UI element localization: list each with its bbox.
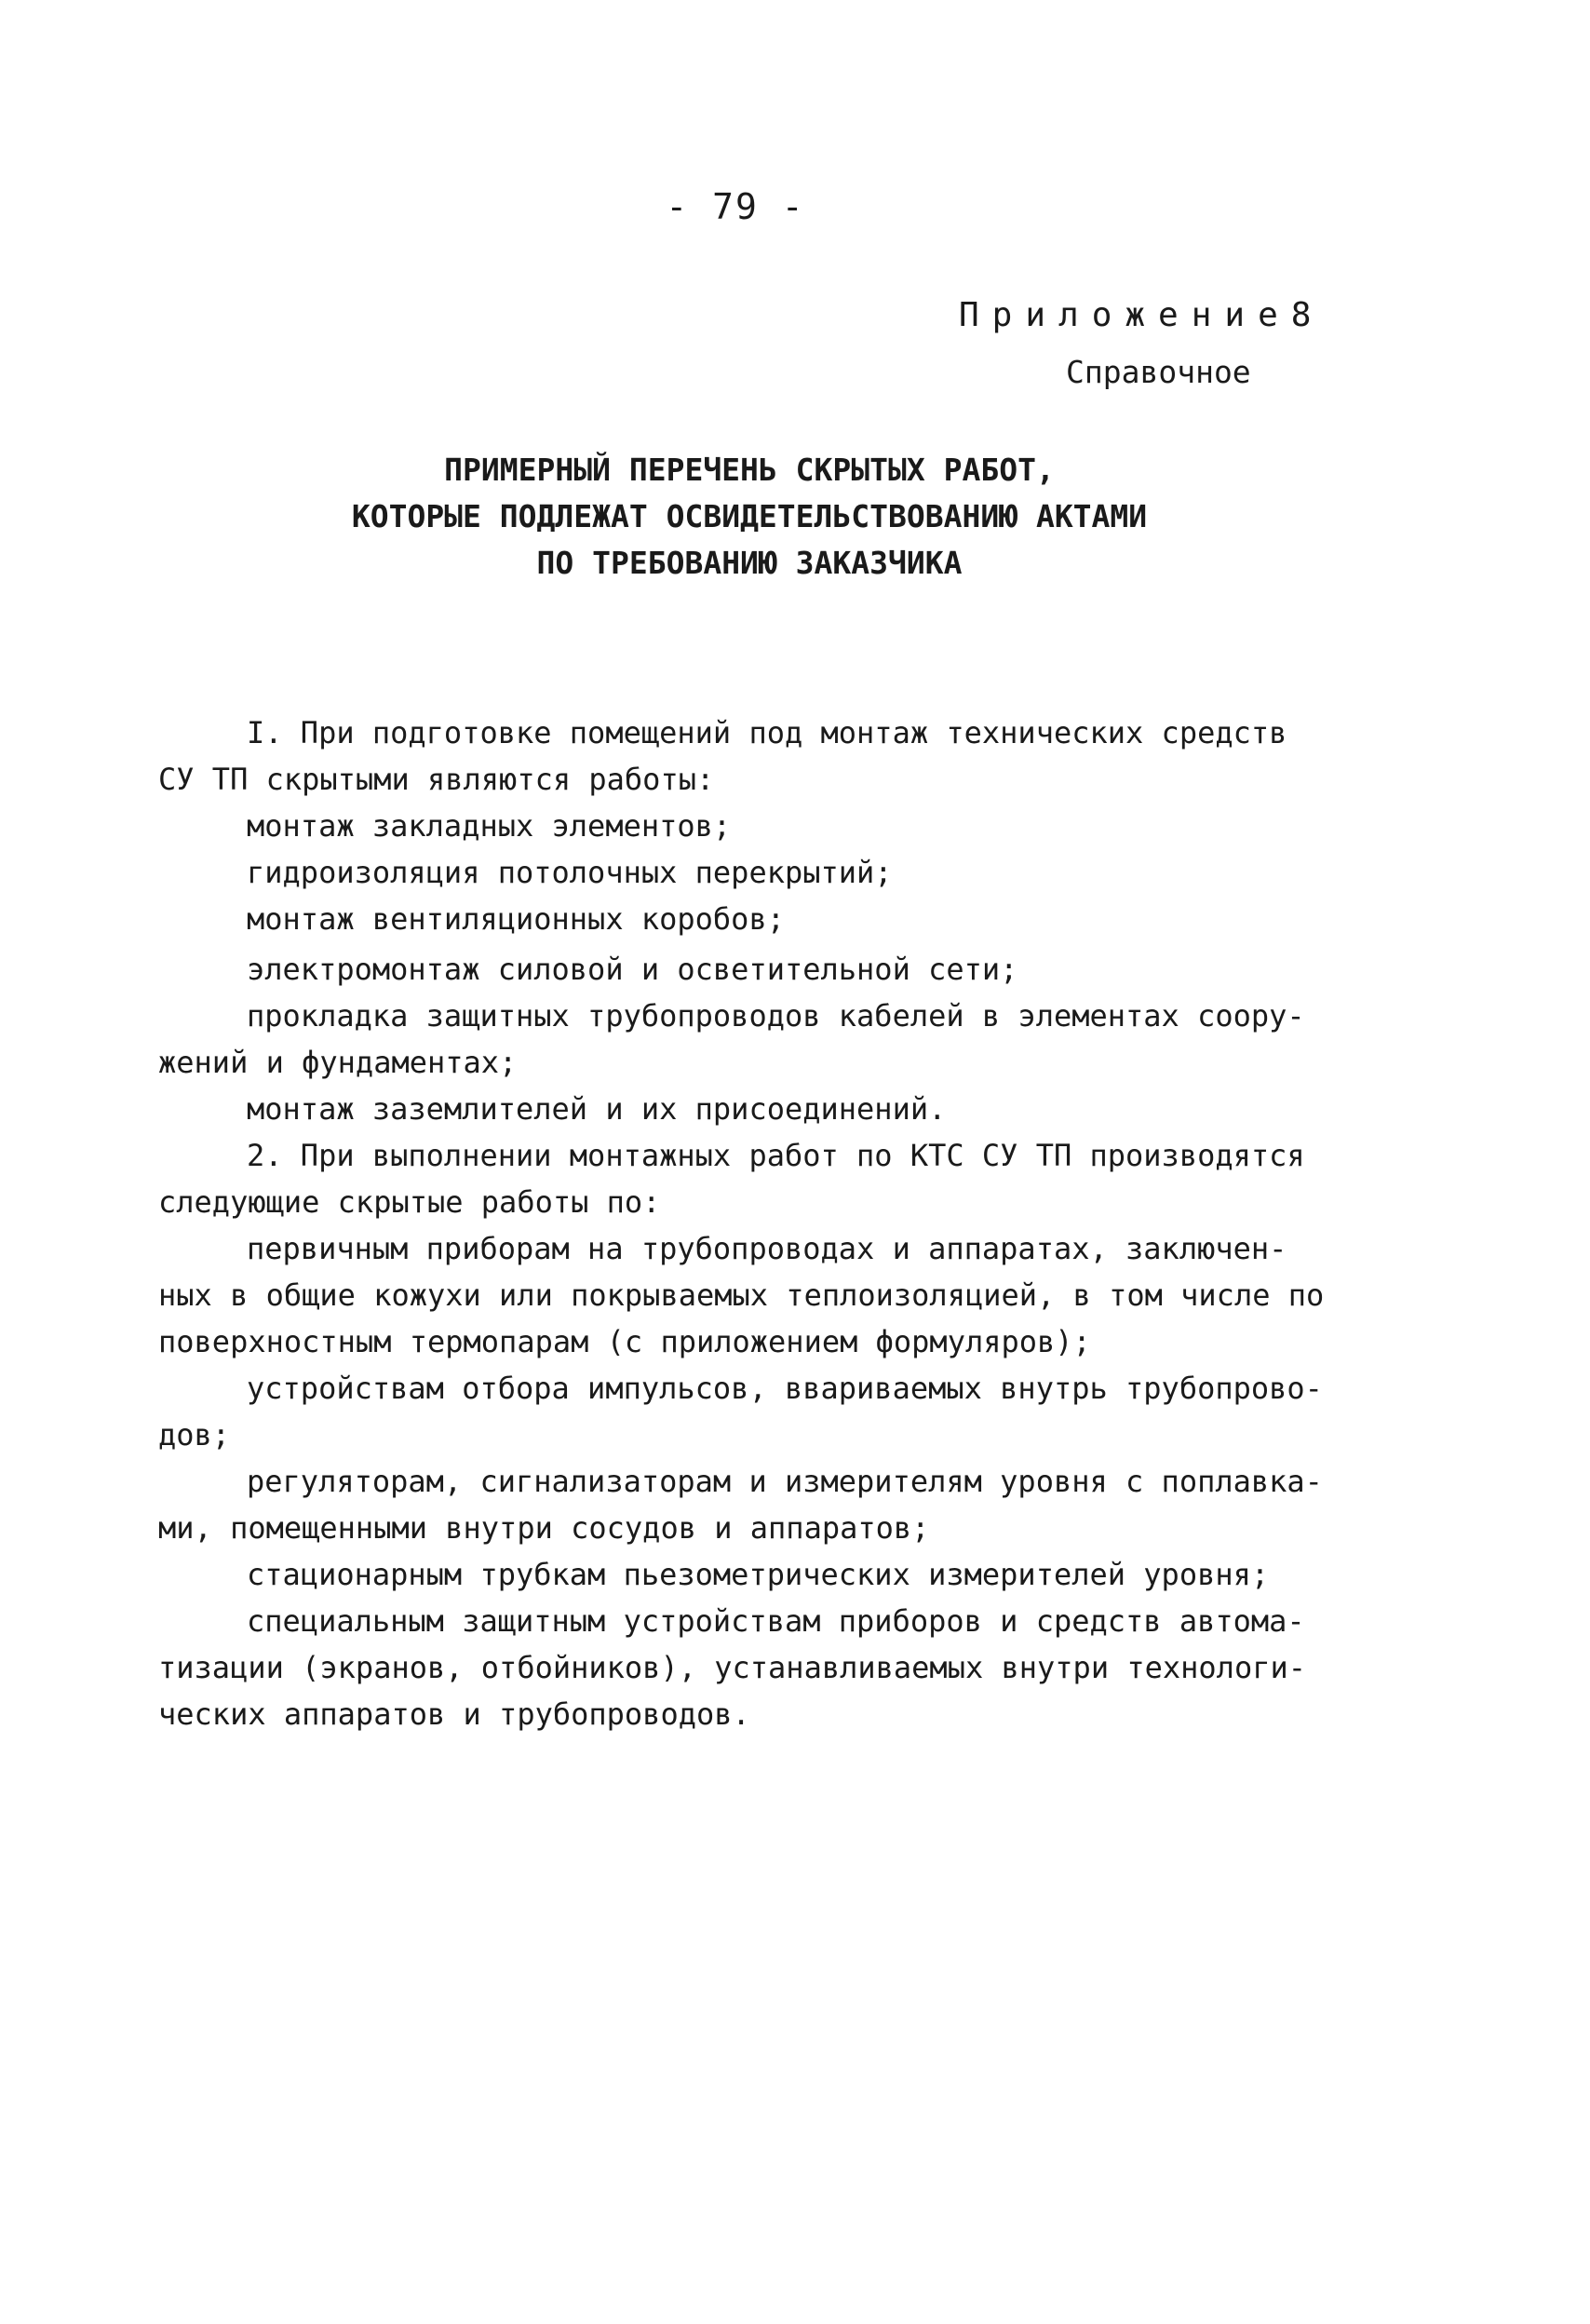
section2-intro-line2: следующие скрытые работы по: — [158, 1184, 661, 1220]
section2-line: дов; — [158, 1417, 231, 1452]
section1-item: монтаж заземлителей и их присоединений. — [247, 1091, 947, 1127]
section2-line: ных в общие кожухи или покрываемых теплоизоляцией, в том числе по — [158, 1277, 1325, 1313]
section2-line: стационарным трубкам пьезометрических измерителей уровня; — [247, 1557, 1270, 1592]
section2-line: поверхностным термопарам (с приложением формуляров); — [158, 1324, 1091, 1359]
document-title — [0, 447, 1499, 587]
page-number: - 79 - — [666, 186, 805, 227]
section1-item: монтаж закладных элементов; — [247, 808, 732, 844]
section1-item: прокладка защитных трубопроводов кабелей в элементах соору- — [247, 998, 1305, 1034]
title-line-3: ПО ТРЕБОВАНИЮ ЗАКАЗЧИКА — [536, 545, 963, 581]
title-line-1: ПРИМЕРНЫЙ ПЕРЕЧЕНЬ СКРЫТЫХ РАБОТ, — [444, 452, 1055, 488]
section2-line: устройствам отбора импульсов, ввариваемых внутрь трубопрово- — [247, 1371, 1323, 1406]
section2-line: первичным приборам на трубопроводах и аппаратах, заключен- — [247, 1231, 1287, 1266]
title-line-2: КОТОРЫЕ ПОДЛЕЖАТ ОСВИДЕТЕЛЬСТВОВАНИЮ АКТАМИ — [351, 498, 1148, 534]
appendix-label: Приложение8 — [959, 296, 1325, 334]
appendix-type: Справочное — [1066, 354, 1251, 390]
section1-intro-line1: I. При подготовке помещений под монтаж технических средств — [247, 715, 1287, 750]
section1-item-continuation: жений и фундаментах; — [158, 1045, 518, 1080]
section2-line: регуляторам, сигнализаторам и измерителям уровня с поплавка- — [247, 1464, 1323, 1499]
section2-intro-line1: 2. При выполнении монтажных работ по КТС СУ ТП производятся — [247, 1138, 1305, 1173]
section2-line: специальным защитным устройствам приборов и средств автома- — [247, 1603, 1305, 1639]
document-body — [158, 709, 1359, 1737]
section1-item: электромонтаж силовой и осветительной сети; — [247, 952, 1018, 987]
section2-line: ческих аппаратов и трубопроводов. — [158, 1696, 750, 1732]
section1-item: гидроизоляция потолочных перекрытий; — [247, 855, 893, 890]
section2-line: тизации (экранов, отбойников), устанавливаемых внутри технологи- — [158, 1650, 1306, 1685]
section1-item: монтаж вентиляционных коробов; — [247, 901, 785, 937]
section1-intro-line2: СУ ТП скрытыми являются работы: — [158, 762, 715, 797]
section2-line: ми, помещенными внутри сосудов и аппаратов; — [158, 1510, 930, 1546]
